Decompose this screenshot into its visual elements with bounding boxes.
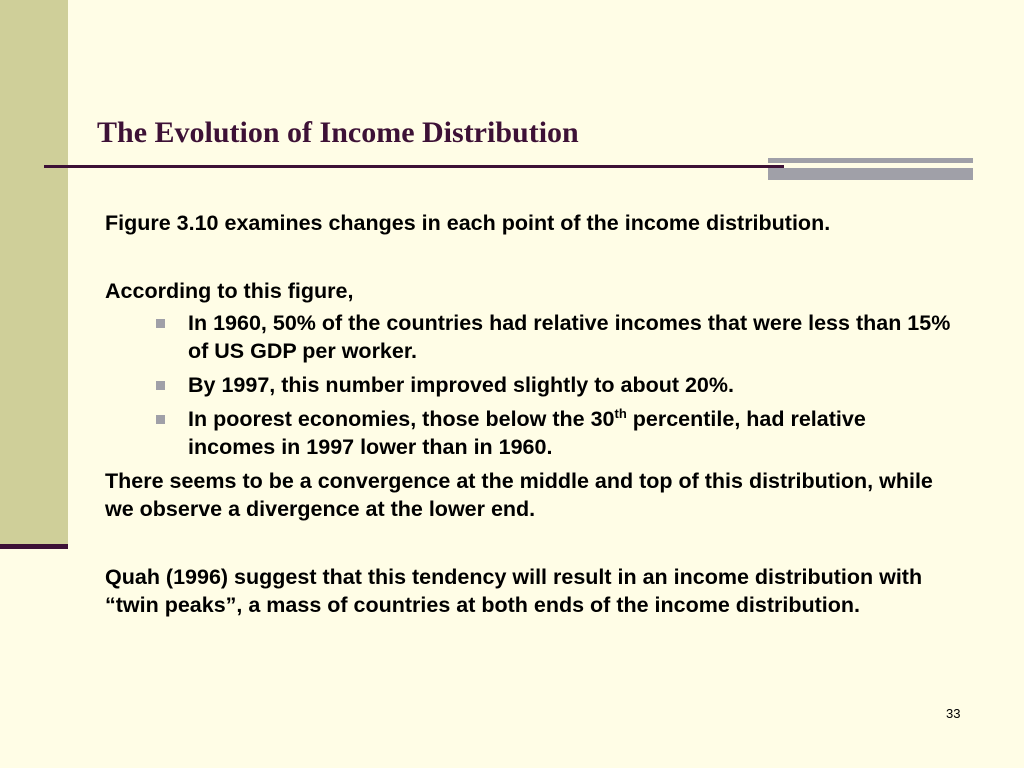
paragraph-convergence: There seems to be a convergence at the middle and top of this distribution, while we observe a divergence at the lower end. [105,469,933,521]
gray-accent-bar-top [768,158,973,163]
left-decorative-bar [0,0,68,544]
bullet-text: By 1997, this number improved slightly to about 20%. [188,373,734,397]
bullet-item [188,371,955,399]
bullet-item [188,405,955,461]
bullet-list [105,309,955,461]
left-bar-underline [0,544,68,549]
paragraph-figure-intro: Figure 3.10 examines changes in each point of the income distribution. [105,211,831,235]
gray-accent-bar-bottom [768,168,973,180]
paragraph-according: According to this figure, [105,279,354,303]
square-bullet-icon [156,319,165,328]
slide-content [105,209,955,619]
page-number: 33 [946,706,961,721]
bullet-item [188,309,955,365]
square-bullet-icon [156,415,165,424]
slide-title: The Evolution of Income Distribution [97,116,579,149]
bullet-text: In 1960, 50% of the countries had relative incomes that were less than 15% of US GDP per worker. [188,311,951,363]
superscript-th: th [614,406,627,421]
square-bullet-icon [156,381,165,390]
title-rule [44,165,784,168]
bullet-text-before: In poorest economies, those below the 30 [188,407,615,431]
bullet-text-after: percentile, had relative incomes in 1997 lower than in 1960. [188,407,866,459]
paragraph-quah: Quah (1996) suggest that this tendency will result in an income distribution with “twin peaks”, a mass of countries at both ends of the income distribution. [105,565,923,617]
